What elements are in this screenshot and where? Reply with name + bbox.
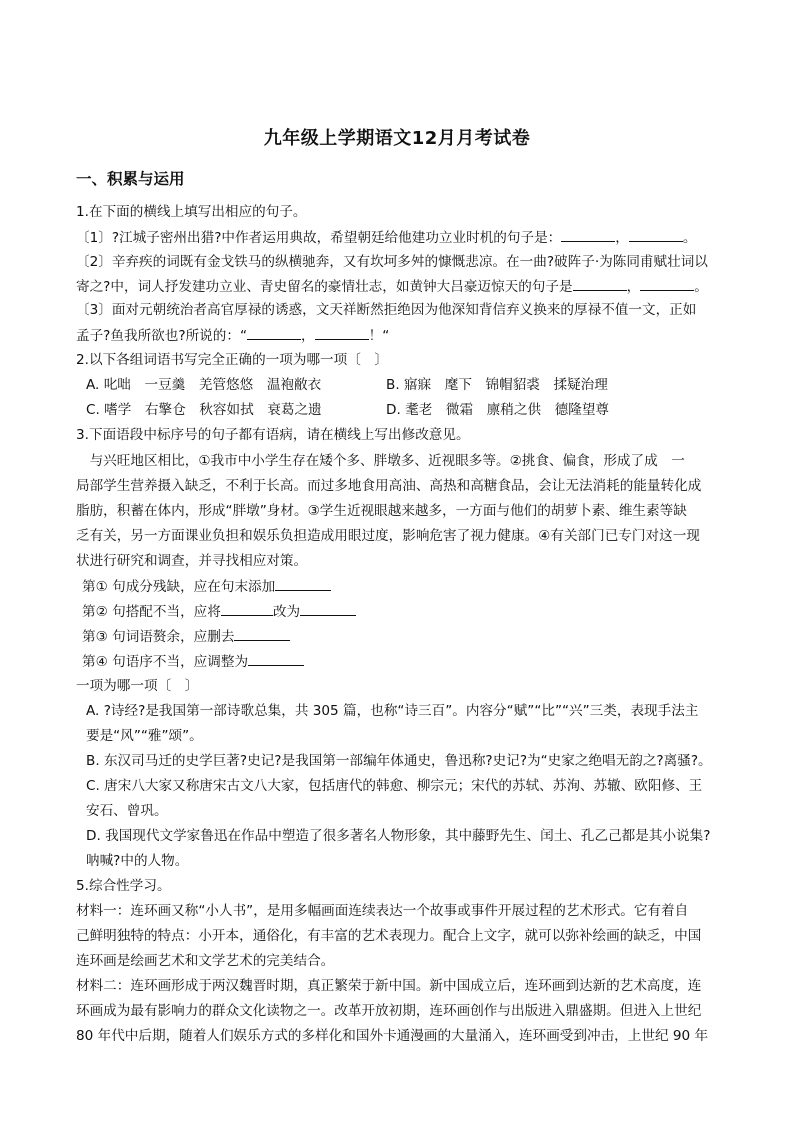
answer-blank[interactable] [315, 325, 369, 340]
q4-option-d[interactable]: D. 我国现代文学家鲁迅在作品中塑造了很多著名人物形象，其中藤野先生、闰土、孔乙己都是其小说集? [86, 828, 711, 844]
answer-blank[interactable] [234, 626, 290, 641]
answer-blank[interactable] [629, 227, 683, 242]
q5-material-line: 己鲜明独特的特点：小开本，通俗化，有丰富的艺术表现力。配合上文字，就可以弥补绘画的缺乏，中国 [76, 928, 702, 944]
q2-option-b[interactable]: B. 寤寐 麾下 锦帽貂裘 揉疑治理 [386, 377, 608, 393]
q2-option-a[interactable]: A. 叱咄 一豆羹 羌管悠悠 温袍敝衣 [86, 377, 322, 393]
q3-passage-line: 与兴旺地区相比，①我市中小学生存在矮个多、胖墩多、近视眼多等。②挑食、偏食，形成了成 一 [76, 453, 685, 469]
q1-part1-text: 〔1〕?江城子密州出猎?中作者运用典故，希望朝廷给他建功立业时机的句子是： [76, 230, 562, 246]
q3-answer-3: 第③ 句词语赘余，应删去 [82, 626, 290, 647]
q5-material-line: 材料二：连环画形成于两汉魏晋时期，真正繁荣于新中国。新中国成立后，连环画到达新的艺术高度，连 [76, 978, 702, 994]
q4-option-c-cont: 安石、曾巩。 [86, 803, 168, 819]
q4-option-a[interactable]: A. ?诗经?是我国第一部诗歌总集，共 305 篇，也称“诗三百”。内容分“赋”“比”“兴”三类，表现手法主 [86, 703, 699, 719]
section-heading: 一、积累与运用 [76, 170, 185, 188]
q2-stem: 2.以下各组词语书写完全正确的一项为哪一项〔 〕 [76, 352, 389, 368]
answer-blank[interactable] [640, 276, 694, 291]
answer-blank[interactable] [573, 276, 627, 291]
q5-material-line: 材料一：连环画又称“小人书”，是用多幅画面连续表达一个故事或事件开展过程的艺术形式。它有着自 [76, 903, 689, 919]
answer-blank[interactable] [221, 601, 273, 616]
q3-passage-line: 状进行研究和调查，并寻找相应对策。 [76, 553, 308, 569]
q3-stem: 3.下面语段中标序号的句子都有语病，请在横线上写出修改意见。 [76, 427, 470, 443]
q3-passage-line: 局部学生营养摄入缺乏，不利于长高。而过多地食用高油、高热和高糖食品，会让无法消耗的能量转化成 [76, 478, 702, 494]
q5-material-line: 连环画是绘画艺术和文学艺术的完美结合。 [76, 953, 335, 969]
q1-part2-line2: 寄之?中，词人抒发建功立业、青史留名的豪情壮志，如黄钟大吕豪迈惊天的句子是 ， 。 [76, 276, 708, 297]
q5-stem: 5.综合性学习。 [76, 878, 171, 894]
answer-blank[interactable] [248, 651, 304, 666]
answer-blank[interactable] [247, 325, 301, 340]
q3-answer-1: 第① 句成分残缺，应在句末添加 [82, 576, 331, 597]
answer-blank[interactable] [275, 576, 331, 591]
q5-material-line: 环画成为最有影响力的群众文化读物之一。改革开放初期，连环画创作与出版进入鼎盛期。但进入上世纪 [76, 1003, 702, 1019]
q4-option-d-cont: 呐喊?中的人物。 [86, 853, 189, 869]
page-title: 九年级上学期语文12月月考试卷 [263, 128, 531, 149]
q1-part1: 〔1〕?江城子密州出猎?中作者运用典故，希望朝廷给他建功立业时机的句子是： ， 。 [76, 227, 696, 248]
q4-option-c[interactable]: C. 唐宋八大家又称唐宋古文八大家，包括唐代的韩愈、柳宗元；宋代的苏轼、苏洵、苏辙、欧阳修、王 [86, 778, 703, 794]
q1-part2-line1: 〔2〕辛弃疾的词既有金戈铁马的纵横驰奔，又有坎坷多舛的慷慨悲凉。在一曲?破阵子·为陈同甫赋壮词以 [76, 254, 708, 270]
q4-stem: 一项为哪一项〔 〕 [76, 678, 199, 694]
q2-option-d[interactable]: D. 耄老 微霜 廪稍之供 德隆望尊 [386, 402, 610, 418]
q1-stem: 1.在下面的横线上填写出相应的句子。 [76, 204, 307, 220]
q4-option-b[interactable]: B. 东汉司马迁的史学巨著?史记?是我国第一部编年体通史，鲁迅称?史记?为“史家之绝唱无韵之?离骚?。 [86, 753, 712, 769]
q2-option-c[interactable]: C. 嗜学 右擎仓 秋容如拭 衰葛之遗 [86, 402, 322, 418]
q3-answer-2: 第② 句搭配不当，应将 改为 [82, 601, 356, 622]
answer-blank[interactable] [561, 227, 615, 242]
answer-blank[interactable] [300, 601, 356, 616]
q3-passage-line: 脂肪，积蓄在体内，形成“胖墩”身材。③学生近视眼越来越多，一方面与他们的胡萝卜素、维生素等缺 [76, 503, 687, 519]
q5-material-line: 80 年代中后期，随着人们娱乐方式的多样化和国外卡通漫画的大量涌入，连环画受到冲击，上世纪 90 年 [76, 1028, 709, 1044]
q4-option-a-cont: 要是“风”“雅”颂”。 [86, 728, 203, 744]
q1-part3-line1: 〔3〕面对元朝统治者高官厚禄的诱惑，文天祥断然拒绝因为他深知背信弃义换来的厚禄不值一文，正如 [76, 302, 697, 318]
q3-passage-line: 乏有关，另一方面课业负担和娱乐负担造成用眼过度，影响危害了视力健康。④有关部门已专门对这一现 [76, 528, 700, 544]
q1-part3-line2: 孟子?鱼我所欲也?所说的：“ ， ！“ [76, 325, 389, 346]
q3-answer-4: 第④ 句语序不当，应调整为 [82, 651, 304, 672]
